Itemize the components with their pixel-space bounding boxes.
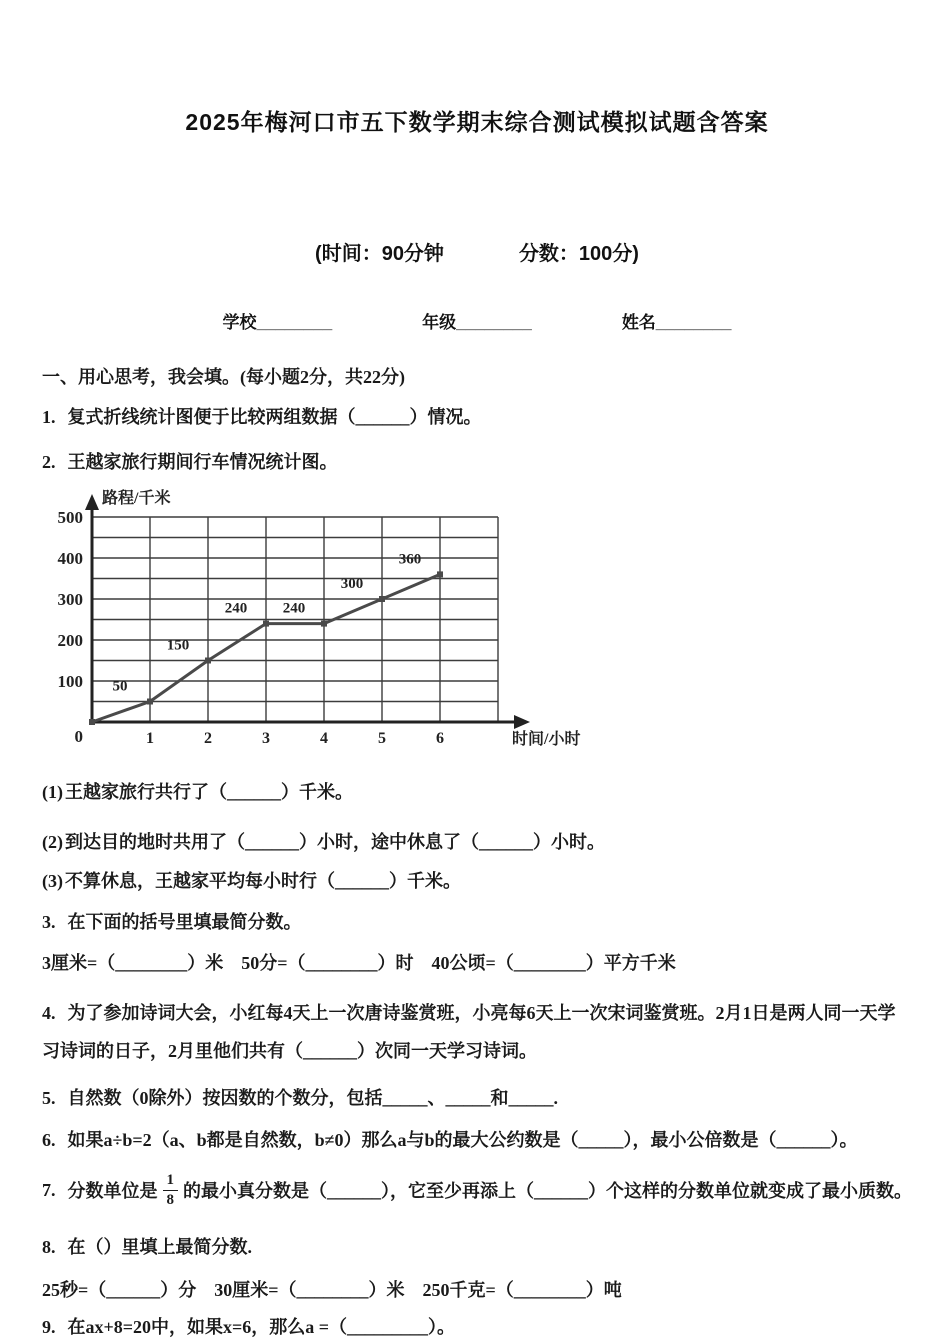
question-1-text: 复式折线统计图便于比较两组数据（______）情况。: [67, 407, 482, 427]
name-field: 姓名________: [621, 313, 732, 332]
question-3-number: 3.: [42, 912, 56, 932]
svg-text:100: 100: [57, 672, 83, 691]
exam-meta: [42, 237, 912, 266]
question-5-number: 5.: [42, 1088, 56, 1108]
question-5-text: 自然数（0除外）按因数的个数分，包括_____、_____和_____.: [67, 1088, 558, 1108]
question-1-number: 1.: [42, 407, 56, 427]
svg-text:500: 500: [57, 508, 83, 527]
svg-text:240: 240: [282, 600, 306, 617]
question-1: [42, 403, 912, 429]
fraction-numerator: 1: [163, 1172, 179, 1191]
score-total-label: 分数：100分): [518, 243, 639, 265]
svg-text:150: 150: [166, 637, 190, 654]
question-5: [42, 1084, 912, 1110]
question-2-sub-3-text: 不算休息，王越家平均每小时行（______）千米。: [65, 871, 461, 891]
school-field: 学校________: [222, 313, 333, 332]
svg-text:0: 0: [74, 727, 83, 746]
question-8: [42, 1233, 912, 1259]
svg-text:1: 1: [146, 730, 154, 747]
page-title: 2025年梅河口市五下数学期末综合测试模拟试题含答案: [185, 109, 769, 135]
svg-text:2: 2: [204, 730, 212, 747]
svg-text:300: 300: [340, 576, 364, 592]
question-2-sub-3: [42, 867, 912, 893]
question-4-number: 4.: [42, 1003, 56, 1023]
question-7-number: 7.: [42, 1179, 56, 1200]
question-2-sub-1-text: 王越家旅行共行了（______）千米。: [65, 782, 353, 802]
question-3: [42, 908, 912, 934]
question-2-text: 王越家旅行期间行车情况统计图。: [67, 452, 338, 472]
time-limit-label: (时间：90分钟: [315, 243, 444, 265]
question-2-sub-2-text: 到达目的地时共用了（______）小时，途中休息了（______）小时。: [65, 832, 605, 852]
question-2-sub-1: [42, 778, 912, 804]
svg-text:3: 3: [262, 730, 270, 747]
svg-text:200: 200: [57, 631, 83, 650]
question-2: [42, 448, 912, 474]
question-2-sub-3-number: (3): [42, 871, 63, 891]
question-2-sub-2: [42, 828, 912, 854]
svg-text:400: 400: [57, 549, 83, 568]
svg-text:路程/千米: 路程/千米: [102, 490, 171, 507]
question-3-text: 在下面的括号里填最简分数。: [67, 912, 302, 932]
svg-text:6: 6: [436, 730, 444, 747]
svg-text:时间/小时: 时间/小时: [512, 731, 581, 748]
student-info-row: [42, 308, 912, 333]
travel-line-chart: [44, 482, 912, 764]
question-6: [42, 1126, 912, 1152]
question-6-text: 如果a÷b=2（a、b都是自然数，b≠0）那么a与b的最大公约数是（_____），最小公倍数是（______）。: [67, 1130, 858, 1150]
svg-text:5: 5: [378, 730, 386, 747]
question-7-text-pre: 分数单位是: [67, 1181, 158, 1201]
travel-chart-svg: [44, 482, 604, 764]
question-8-text: 在（）里填上最简分数.: [67, 1237, 252, 1257]
grade-field: 年级________: [422, 313, 532, 332]
svg-text:240: 240: [224, 600, 248, 617]
fraction-denominator: 8: [166, 1191, 174, 1208]
question-7-text-post: 的最小真分数是（______），它至少再添上（______）个这样的分数单位就变成了最小质数。: [183, 1181, 912, 1201]
question-4: [42, 994, 912, 1070]
question-4-text: 为了参加诗词大会，小红每4天上一次唐诗鉴赏班，小亮每6天上一次宋词鉴赏班。2月1日是两人同一天学习诗词的日子，2月里他们共有（______）次同一天学习诗词。: [42, 1003, 896, 1061]
question-8-blanks: 25秒=（______）分 30厘米=（________）米 250千克=（________）吨: [42, 1280, 622, 1300]
svg-text:4: 4: [320, 730, 328, 747]
question-7: [42, 1172, 912, 1208]
question-3-blanks: 3厘米=（________）米 50分=（________）时 40公顷=（________）平方千米: [42, 953, 676, 973]
question-2-sub-1-number: (1): [42, 782, 63, 802]
section-heading: 一、用心思考，我会填。(每小题2分，共22分): [42, 367, 405, 387]
question-body: [42, 363, 912, 1339]
svg-text:50: 50: [112, 678, 128, 695]
question-9: [42, 1313, 912, 1339]
svg-text:360: 360: [398, 551, 422, 568]
fraction-one-eighth: [163, 1172, 179, 1208]
question-2-sub-2-number: (2): [42, 832, 63, 852]
question-9-number: 9.: [42, 1317, 56, 1337]
question-6-number: 6.: [42, 1130, 56, 1150]
question-2-number: 2.: [42, 452, 56, 472]
question-8-number: 8.: [42, 1237, 56, 1257]
question-9-text: 在ax+8=20中，如果x=6，那么a =（_________）。: [67, 1317, 456, 1337]
svg-text:300: 300: [57, 590, 83, 609]
